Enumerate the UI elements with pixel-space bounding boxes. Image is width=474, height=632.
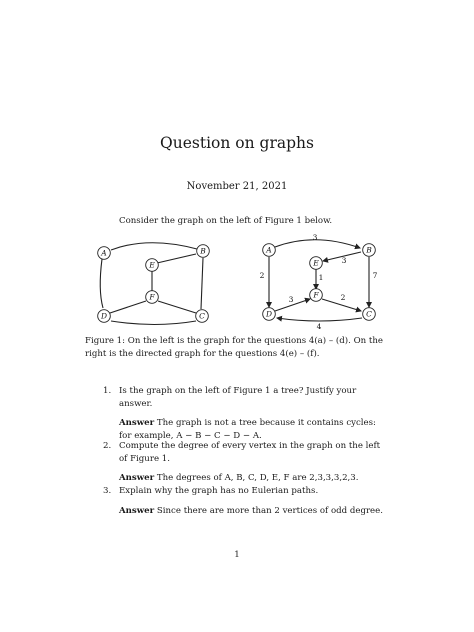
edge-a-b	[275, 240, 360, 248]
weight-f-c: 2	[340, 293, 346, 302]
svg-text:E: E	[313, 258, 319, 268]
question-text: Explain why the graph has no Eulerian paths.	[119, 486, 319, 496]
left-node-e	[146, 259, 159, 272]
question-3	[103, 485, 388, 517]
edge-a-b	[111, 243, 197, 250]
weight-b-e: 3	[341, 256, 347, 265]
svg-text:F: F	[149, 292, 155, 302]
answer-label: Answer	[119, 473, 155, 483]
left-graph-figure	[90, 238, 220, 330]
left-node-b	[197, 245, 210, 258]
right-graph-figure	[255, 232, 385, 330]
right-node-f	[310, 289, 323, 302]
answer-label: Answer	[119, 505, 155, 516]
svg-text:C: C	[366, 309, 372, 319]
edge-f-d	[110, 301, 146, 313]
question-number: 1.	[103, 386, 112, 396]
answer-label: Answer	[119, 418, 155, 428]
answer-block	[119, 505, 388, 518]
weight-a-d: 2	[259, 271, 265, 280]
svg-text:C: C	[199, 311, 205, 321]
left-node-f	[146, 291, 159, 304]
answer-text: The graph is not a tree because it contains cycles: for example, A − B − C − D − A.	[119, 418, 376, 441]
svg-text:B: B	[200, 246, 206, 256]
answer-text: The degrees of A, B, C, D, E, F are 2,3,3,3,2,3.	[156, 473, 359, 483]
svg-text:E: E	[149, 260, 155, 270]
page-number: 1	[234, 550, 240, 560]
svg-text:F: F	[313, 290, 319, 300]
question-text: Compute the degree of every vertex in the graph on the left of Figure 1.	[119, 441, 381, 464]
right-node-e	[310, 257, 323, 270]
svg-text:D: D	[265, 309, 273, 319]
left-node-d	[98, 310, 111, 323]
right-node-c	[363, 308, 376, 321]
weight-a-b: 3	[312, 233, 318, 242]
svg-text:D: D	[100, 311, 108, 321]
question-1	[103, 385, 388, 442]
right-node-a	[263, 244, 276, 257]
svg-text:B: B	[366, 245, 372, 255]
answer-block	[119, 417, 388, 442]
answer-text: Since there are more than 2 vertices of odd degree.	[156, 505, 383, 516]
right-node-b	[363, 244, 376, 257]
svg-text:A: A	[266, 245, 272, 255]
edge-f-c	[158, 301, 196, 313]
weight-d-f: 3	[288, 295, 294, 304]
edge-d-c	[111, 321, 196, 325]
left-node-c	[196, 310, 209, 323]
left-node-a	[98, 247, 111, 260]
question-number: 3.	[103, 486, 112, 496]
weight-e-f: 1	[318, 273, 324, 282]
question-text: Is the graph on the left of Figure 1 a tree? Justify your answer.	[119, 386, 357, 409]
edge-b-c	[201, 258, 203, 309]
svg-text:A: A	[101, 248, 107, 258]
intro-text: Consider the graph on the left of Figure 1 below.	[119, 216, 333, 226]
figure-caption: Figure 1: On the left is the graph for the questions 4(a) – (d). On the right is the directed graph for the questions 4(e) – (f).	[85, 336, 383, 359]
edge-a-d	[100, 259, 103, 308]
weight-c-d: 4	[316, 322, 322, 331]
document-date: November 21, 2021	[186, 181, 288, 192]
edge-c-d	[277, 318, 362, 321]
answer-block	[119, 472, 388, 485]
edge-b-e	[157, 254, 196, 263]
document-title: Question on graphs	[160, 134, 314, 152]
question-number: 2.	[103, 441, 112, 451]
right-node-d	[263, 308, 276, 321]
left-graph-edges	[100, 243, 203, 325]
question-2	[103, 440, 388, 485]
weight-b-c: 7	[372, 271, 378, 280]
